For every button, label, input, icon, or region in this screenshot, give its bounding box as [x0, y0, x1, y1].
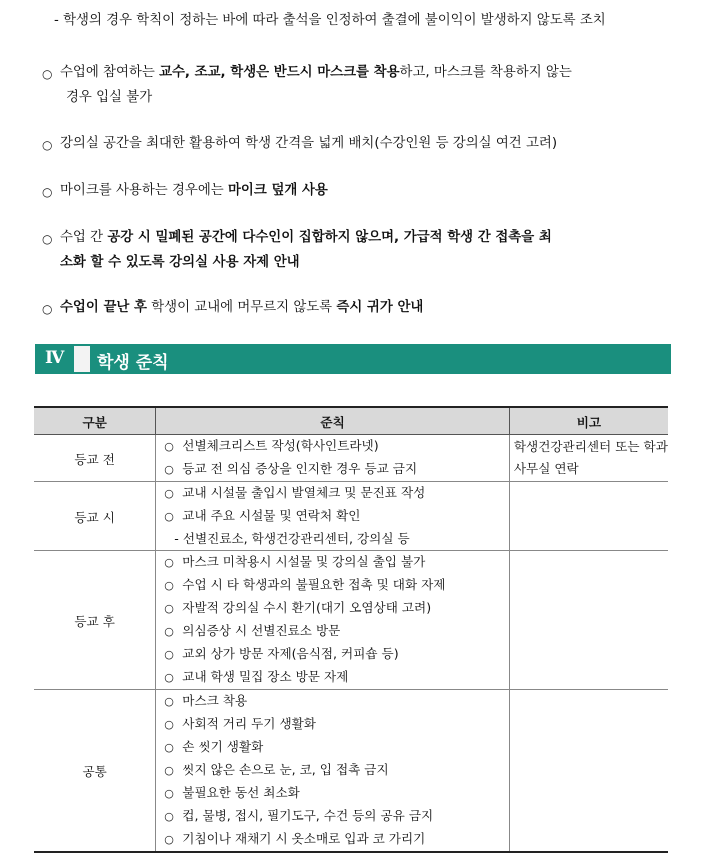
- row-note: [509, 551, 668, 690]
- column-header-category: 구분: [34, 407, 156, 435]
- rule-item: ○ 불필요한 동선 최소화: [156, 782, 509, 805]
- row-rules: [156, 551, 510, 690]
- bullet-symbol: ○: [164, 833, 174, 846]
- section-title: 학생 준칙: [97, 353, 169, 373]
- rule-item: ○ 손 씻기 생활화: [156, 736, 509, 759]
- bullet-text: 학생이 교내에 머무르지 않도록: [146, 300, 337, 315]
- rule-item: ○ 씻지 않은 손으로 눈, 코, 입 접촉 금지: [156, 759, 509, 782]
- rule-item: ○ 컵, 물병, 접시, 필기도구, 수건 등의 공유 금지: [156, 805, 509, 828]
- bullet-symbol: ○: [164, 510, 174, 523]
- row-category: 등교 전: [34, 435, 156, 482]
- rule-item: ○ 등교 전 의심 증상을 인지한 경우 등교 금지: [156, 458, 509, 481]
- bullet-symbol: ○: [164, 440, 174, 453]
- row-note: 학생건강관리센터 또는 학과사무실 연락: [509, 435, 668, 482]
- row-rules: [156, 482, 510, 551]
- row-note: [509, 690, 668, 853]
- rule-item: ○ 자발적 강의실 수시 환기(대기 오염상태 고려): [156, 597, 509, 620]
- rule-item: ○ 선별체크리스트 작성(학사인트라넷): [156, 435, 509, 458]
- bullet-symbol: ○: [164, 602, 174, 615]
- row-category: 등교 후: [34, 551, 156, 690]
- column-header-note: 비고: [509, 407, 668, 435]
- section-divider-bar: [74, 346, 90, 372]
- table-row: [34, 482, 668, 551]
- rule-item: ○ 교내 시설물 출입시 발열체크 및 문진표 작성: [156, 482, 509, 505]
- column-header-rules: 준칙: [156, 407, 510, 435]
- section-header: [35, 344, 671, 374]
- row-note: [509, 482, 668, 551]
- bullet-symbol: ○: [42, 185, 53, 199]
- row-category: 등교 시: [34, 482, 156, 551]
- bullet-symbol: ○: [164, 487, 174, 500]
- bullet-text: 하고, 마스크를 착용하지 않는: [399, 65, 572, 80]
- table-row: [34, 690, 668, 853]
- bullet-bold-line2: 소화 할 수 있도록 강의실 사용 자제 안내: [60, 255, 300, 270]
- rule-item: ○ 교내 학생 밀집 장소 방문 자제: [156, 666, 509, 689]
- bullet-symbol: ○: [164, 556, 174, 569]
- rule-item: ○ 마스크 미착용시 시설물 및 강의실 출입 불가: [156, 551, 509, 574]
- bullet-text: 수업에 참여하는: [60, 65, 160, 80]
- bullet-symbol: ○: [164, 764, 174, 777]
- bullet-symbol: ○: [164, 579, 174, 592]
- bullet-bold: 마이크 덮개 사용: [228, 183, 328, 198]
- bullet-bold: 수업이 끝난 후: [60, 300, 147, 315]
- row-rules: [156, 435, 510, 482]
- rule-item: ○ 사회적 거리 두기 생활화: [156, 713, 509, 736]
- bullet-text: 강의실 공간을 최대한 활용하여 학생 간격을 넓게 배치(수강인원 등 강의실 여건 고려): [60, 136, 558, 151]
- bullet-symbol: ○: [164, 648, 174, 661]
- table-header-row: [34, 407, 668, 435]
- section-number: Ⅳ: [45, 348, 65, 368]
- bullet-symbol: ○: [164, 695, 174, 708]
- bullet-text-line2: 경우 입실 불가: [66, 90, 153, 105]
- table-row: [34, 435, 668, 482]
- bullet-symbol: ○: [42, 302, 53, 316]
- bullet-symbol: ○: [164, 787, 174, 800]
- bullet-symbol: ○: [164, 718, 174, 731]
- row-category: 공통: [34, 690, 156, 853]
- bullet-text: 마이크를 사용하는 경우에는: [60, 183, 228, 198]
- rule-sub-item: - 선별진료소, 학생건강관리센터, 강의실 등: [174, 531, 410, 546]
- bullet-symbol: ○: [42, 232, 53, 246]
- bullet-symbol: ○: [164, 810, 174, 823]
- rule-item: ○ 교내 주요 시설물 및 연락처 확인: [156, 505, 509, 528]
- student-rules-table: [34, 406, 668, 853]
- rule-item: ○ 수업 시 타 학생과의 불필요한 접촉 및 대화 자제: [156, 574, 509, 597]
- bullet-symbol: ○: [164, 671, 174, 684]
- bullet-symbol: ○: [42, 138, 53, 152]
- top-note: - 학생의 경우 학칙이 정하는 바에 따라 출석을 인정하여 출결에 불이익이 발생하지 않도록 조치: [54, 13, 606, 28]
- bullet-text: 수업 간: [60, 230, 108, 245]
- bullet-bold: 즉시 귀가 안내: [336, 300, 424, 315]
- bullet-bold: 공강 시 밀폐된 공간에 다수인이 집합하지 않으며, 가급적 학생 간 접촉을 최: [107, 230, 552, 245]
- row-rules: [156, 690, 510, 853]
- bullet-symbol: ○: [42, 67, 53, 81]
- rule-item: ○ 의심증상 시 선별진료소 방문: [156, 620, 509, 643]
- rule-item: ○ 마스크 착용: [156, 690, 509, 713]
- bullet-symbol: ○: [164, 625, 174, 638]
- table-row: [34, 551, 668, 690]
- rule-item: ○ 교외 상가 방문 자제(음식점, 커피숍 등): [156, 643, 509, 666]
- bullet-bold: 교수, 조교, 학생은 반드시 마스크를 착용: [159, 65, 400, 80]
- rule-item: ○ 기침이나 재채기 시 옷소매로 입과 코 가리기: [156, 828, 509, 851]
- bullet-symbol: ○: [164, 463, 174, 476]
- bullet-symbol: ○: [164, 741, 174, 754]
